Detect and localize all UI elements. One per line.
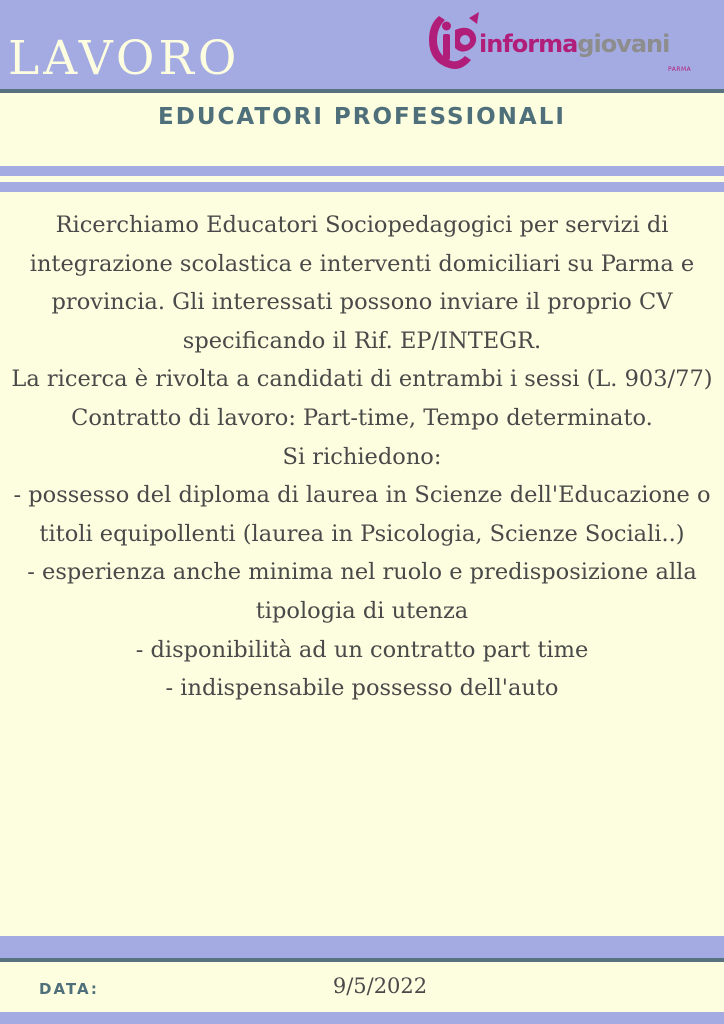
description-line: - disponibilità ad un contratto part time [135,636,589,663]
logo-wordmark-part2: giovani [577,30,670,58]
description-line: - possesso del diploma di laurea in Scienze dell'Educazione o titoli equipollenti (laurea in Psicologia, Scienze Sociali..) [13,482,711,547]
description-line: Contratto di lavoro: Part-time, Tempo determinato. [71,404,653,431]
header-divider [0,89,724,93]
date-value: 9/5/2022 [332,974,428,998]
description-line: La ricerca è rivolta a candidati di entrambi i sessi (L. 903/77) [11,366,713,393]
logo-city: PARMA [668,66,692,73]
description-line: Si richiedono: [282,443,442,470]
job-title: EDUCATORI PROFESSIONALI [158,104,566,130]
description-line: - esperienza anche minima nel ruolo e predisposizione alla tipologia di utenza [27,559,697,624]
category-title: LAVORO [8,31,241,86]
footer-band [0,1012,724,1024]
footer-divider [0,958,724,962]
description-line: Ricerchiamo Educatori Sociopedagogici per servizi di integrazione scolastica e interventi domiciliari su Parma e provincia. Gli interessati possono inviare il proprio CV specificando il Rif. EP/INTEGR. [29,212,695,354]
ig-logo-icon [425,10,481,74]
job-description [8,206,716,708]
divider-band-top-1 [0,166,724,176]
logo-wordmark [479,30,669,58]
logo-wordmark-part1: informa [479,30,578,58]
divider-band-bottom [0,936,724,958]
description-line: - indispensabile possesso dell'auto [165,675,559,702]
informagiovani-logo[interactable] [425,10,710,74]
date-label: DATA: [39,980,99,998]
divider-band-top-2 [0,182,724,192]
